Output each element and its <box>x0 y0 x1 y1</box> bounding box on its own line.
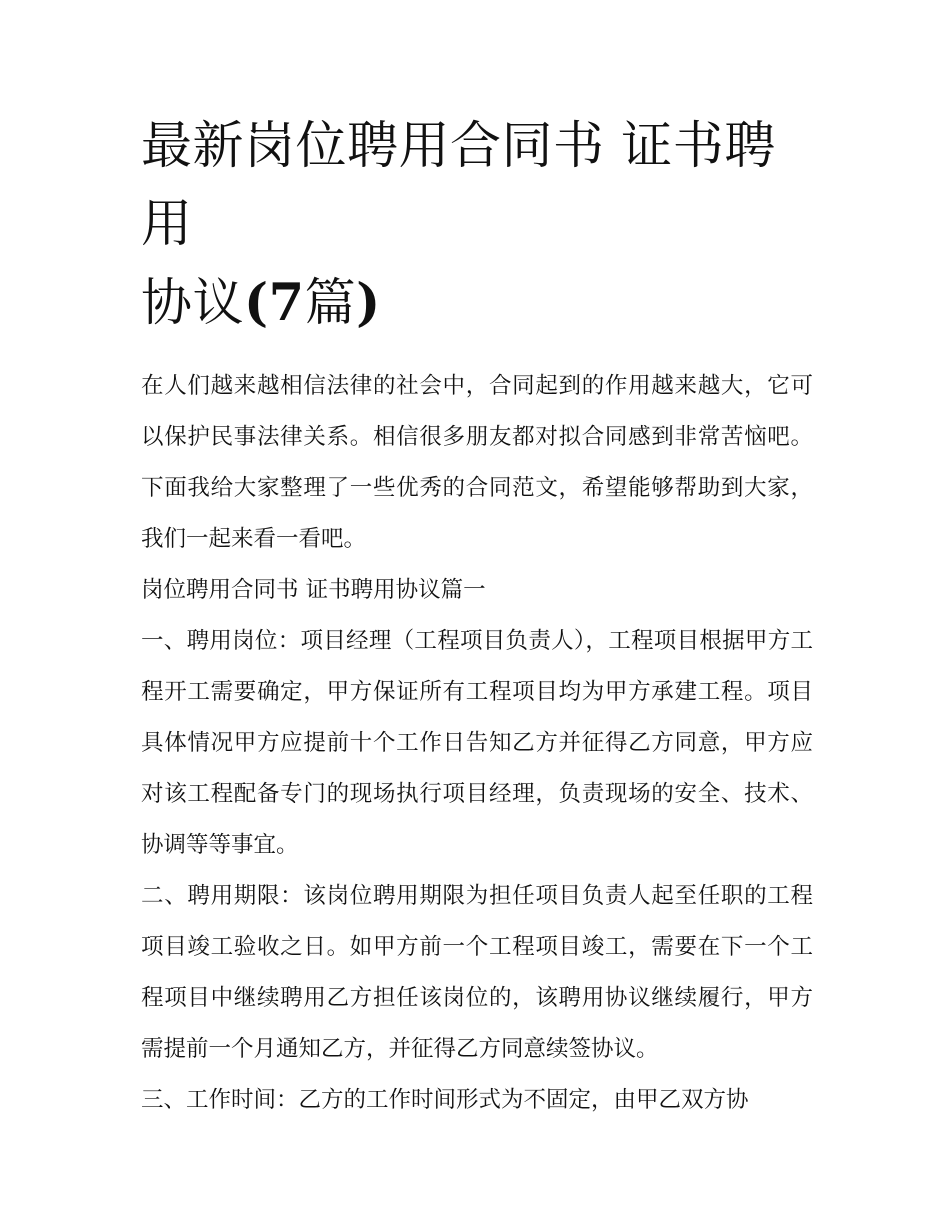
title-line-2-unit: 篇 <box>304 274 357 333</box>
clause-3: 三、工作时间：乙方的工作时间形式为不固定，由甲乙双方协 <box>141 1087 749 1113</box>
title-line-2-prefix: 协议 <box>141 274 245 333</box>
intro-paragraph: 在人们越来越相信法律的社会中，合同起到的作用越来越大，它可以保护民事法律关系。相信很多朋友都对拟合同感到非常苦恼吧。下面我给大家整理了一些优秀的合同范文，希望能够帮助到大家，我们一起来看一看吧。 <box>141 373 813 552</box>
clause-1: 一、聘用岗位：项目经理（工程项目负责人），工程项目根据甲方工程开工需要确定，甲方保证所有工程项目均为甲方承建工程。项目具体情况甲方应提前十个工作日告知乙方并征得乙方同意，甲方应对该工程配备专门的现场执行项目经理，负责现场的安全、技术、协调等等事宜。 <box>141 628 813 858</box>
section-heading: 岗位聘用合同书 证书聘用协议篇一 <box>141 577 486 603</box>
document-page <box>141 108 813 1126</box>
title-line-1: 最新岗位聘用合同书 证书聘用 <box>141 117 776 254</box>
title-line-2-count: (7 <box>244 273 305 333</box>
clause-2: 二、聘用期限：该岗位聘用期限为担任项目负责人起至任职的工程项目竣工验收之日。如甲方前一个工程项目竣工，需要在下一个工程项目中继续聘用乙方担任该岗位的，该聘用协议继续履行，甲方需提前一个月通知乙方，并征得乙方同意续签协议。 <box>141 883 813 1062</box>
document-title <box>141 108 813 343</box>
title-line-2-close: ) <box>356 273 381 333</box>
